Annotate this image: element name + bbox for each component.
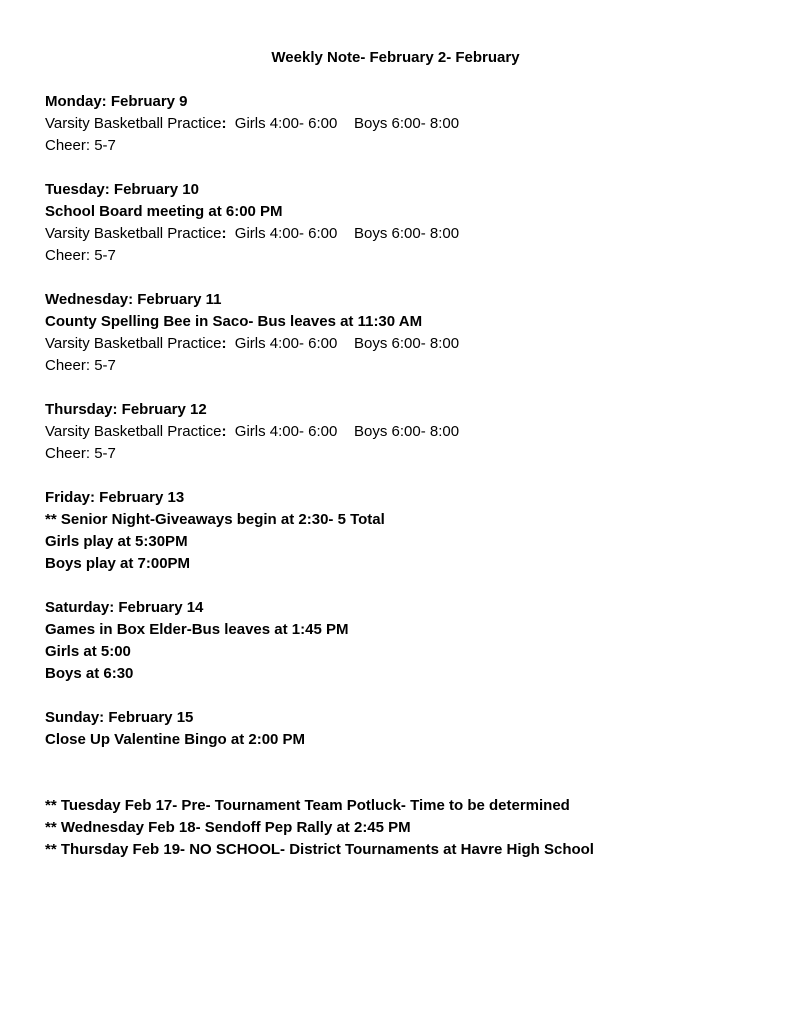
text-line [45,531,746,553]
bold-text-run: Sunday: February 15 [45,709,194,726]
text-line [45,399,746,421]
text-line [45,113,746,135]
bold-text-run: ** Senior Night-Giveaways begin at 2:30- 5 Total [45,511,385,528]
text-line [45,619,746,641]
text-line [45,509,746,531]
text-run: Cheer: 5-7 [45,137,116,154]
bold-text-run: Tuesday: February 10 [45,181,199,198]
bold-text-run: : [221,225,227,242]
day-section-friday [45,487,746,575]
text-line [45,641,746,663]
text-line [45,817,746,839]
text-line [45,201,746,223]
text-line [45,179,746,201]
bold-text-run: : [221,423,227,440]
text-run: Varsity Basketball Practice [45,423,222,440]
day-section-wednesday [45,289,746,377]
text-line [45,135,746,157]
text-line [45,707,746,729]
bold-text-run: Girls play at 5:30PM [45,533,188,550]
text-line [45,355,746,377]
text-run: Girls 4:00- 6:00 Boys 6:00- 8:00 [226,335,460,352]
day-section-sunday [45,707,746,751]
text-line [45,223,746,245]
text-line [45,333,746,355]
text-run: Varsity Basketball Practice [45,225,222,242]
text-run: Girls 4:00- 6:00 Boys 6:00- 8:00 [226,225,460,242]
text-line [45,795,746,817]
bold-text-run: Games in Box Elder-Bus leaves at 1:45 PM [45,621,349,638]
text-run: Cheer: 5-7 [45,445,116,462]
bold-text-run: Boys at 6:30 [45,665,134,682]
day-section-monday [45,91,746,157]
text-line [45,553,746,575]
bold-text-run: : [221,115,227,132]
text-line [45,729,746,751]
text-line [45,421,746,443]
bold-text-run: : [221,335,227,352]
document-title: Weekly Note- February 2- February [271,49,520,66]
text-line [45,91,746,113]
text-line [45,839,746,861]
text-line [45,443,746,465]
bold-text-run: ** Tuesday Feb 17- Pre- Tournament Team Potluck- Time to be determined [45,797,570,814]
text-run: Cheer: 5-7 [45,357,116,374]
bold-text-run: County Spelling Bee in Saco- Bus leaves at 11:30 AM [45,313,423,330]
sections [45,91,746,751]
bold-text-run: Monday: February 9 [45,93,188,110]
text-line [45,663,746,685]
bold-text-run: ** Thursday Feb 19- NO SCHOOL- District Tournaments at Havre High School [45,841,594,858]
bold-text-run: School Board meeting at 6:00 PM [45,203,283,220]
bold-text-run: Wednesday: February 11 [45,291,222,308]
bold-text-run: Girls at 5:00 [45,643,131,660]
text-run: Cheer: 5-7 [45,247,116,264]
text-line [45,245,746,267]
text-run: Varsity Basketball Practice [45,115,222,132]
bold-text-run: Saturday: February 14 [45,599,204,616]
bold-text-run: Boys play at 7:00PM [45,555,191,572]
text-line [45,311,746,333]
footer-notes [45,795,746,861]
text-run: Girls 4:00- 6:00 Boys 6:00- 8:00 [226,423,460,440]
bold-text-run: Thursday: February 12 [45,401,207,418]
bold-text-run: Friday: February 13 [45,489,185,506]
day-section-thursday [45,399,746,465]
bold-text-run: ** Wednesday Feb 18- Sendoff Pep Rally at 2:45 PM [45,819,411,836]
text-line [45,289,746,311]
day-section-saturday [45,597,746,685]
bold-text-run: Close Up Valentine Bingo at 2:00 PM [45,731,306,748]
text-line [45,487,746,509]
day-section-tuesday [45,179,746,267]
text-run: Varsity Basketball Practice [45,335,222,352]
text-line [45,597,746,619]
text-run: Girls 4:00- 6:00 Boys 6:00- 8:00 [226,115,460,132]
